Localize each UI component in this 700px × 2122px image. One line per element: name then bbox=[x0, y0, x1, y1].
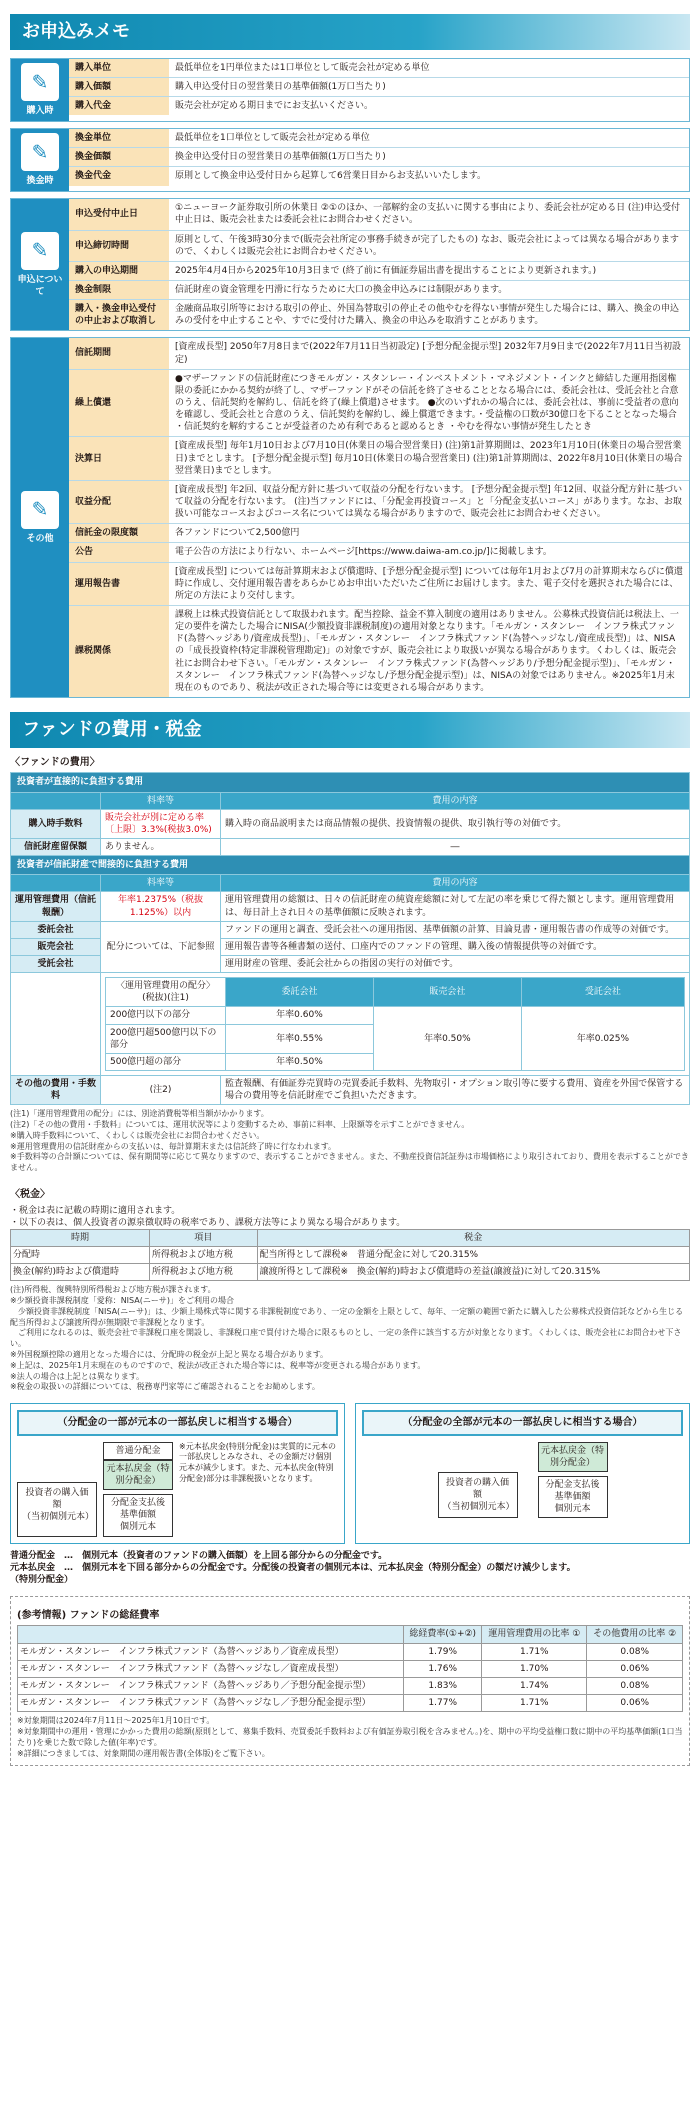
retain-label: 信託財産留保額 bbox=[11, 838, 101, 855]
memo-row bbox=[69, 148, 689, 167]
ref-cell: 0.08% bbox=[587, 1643, 683, 1660]
def-refund: 元本払戻金 … 個別元本を下回る部分からの分配金です。分配後の投資者の個別元本は、元本払戻金（特別分配金）の額だけ減少します。 bbox=[10, 1562, 576, 1573]
indirect-band: 投資者が信託財産で間接的に負担する費用 bbox=[11, 856, 690, 875]
memo-row-value: [資産成長型] については毎計算期末および償還時、[予想分配金提示型] については毎年1月および7月の計算期末ならびに償還時に作成し、交付運用報告書をあらかじめお申出いただいたご住所にお届けします。また、電子交付を選択された場合には、所定の方法により交付します。 bbox=[169, 563, 689, 605]
other-fee-rate: (注2) bbox=[101, 1075, 221, 1104]
alloc-row-label: 500億円超の部分 bbox=[106, 1053, 226, 1070]
tax-notes bbox=[10, 1285, 690, 1393]
col-content: 費用の内容 bbox=[221, 792, 690, 809]
alloc-trustee: 年率0.025% bbox=[521, 1007, 684, 1071]
memo-row bbox=[69, 199, 689, 230]
memo-rows bbox=[69, 129, 689, 191]
ref-title: (参考情報) ファンドの総経費率 bbox=[17, 1609, 160, 1621]
memo-icon-label: 購入時 bbox=[26, 106, 54, 116]
tax-subtitle: 〈税金〉 bbox=[10, 1189, 50, 1201]
note-line: ※詳細につきましては、対象期間の運用報告書(全体版)をご覧下さい。 bbox=[17, 1748, 270, 1758]
diagram-right bbox=[355, 1403, 690, 1543]
tax-cell: 換金(解約)時および償還時 bbox=[11, 1264, 150, 1281]
document-icon: ✎ bbox=[21, 491, 59, 529]
note-line: ※購入時手数料について、くわしくは販売会社にお問合わせください。 bbox=[10, 1130, 265, 1140]
ref-col: 運用管理費用の比率 ① bbox=[482, 1626, 587, 1643]
mgmt-label: 運用管理費用（信託報酬） bbox=[11, 892, 101, 921]
purchase-desc: 購入時の商品説明または商品情報の提供、投資情報の提供、取引執行等の対価です。 bbox=[221, 809, 690, 838]
indiv-label: 個別元本 bbox=[119, 1522, 156, 1533]
tax-cell: 所得税および地方税 bbox=[149, 1264, 257, 1281]
investor-sub: （当初個別元本） bbox=[22, 1511, 95, 1522]
base-label: 基準価額 bbox=[119, 1510, 156, 1521]
note-line: (注2)「その他の費用・手数料」については、運用状況等により変動するため、事前に料率、上限額等を示すことができません。 bbox=[10, 1120, 470, 1130]
purchase-rate: 販売会社が別に定める率〔上限〕3.3%(税抜3.0%) bbox=[101, 809, 221, 838]
col-content-2: 費用の内容 bbox=[221, 875, 690, 892]
diagram-right-title: （分配金の全部が元本の一部払戻しに相当する場合） bbox=[362, 1410, 683, 1436]
memo-row-label: 信託期間 bbox=[69, 338, 169, 368]
memo-block-apply bbox=[10, 198, 690, 331]
ref-header-row bbox=[18, 1626, 683, 1643]
memo-rows bbox=[69, 338, 689, 697]
investor-sub: （当初個別元本） bbox=[442, 1501, 515, 1512]
memo-row bbox=[69, 370, 689, 438]
memo-row-value: ●マザーファンドの信託財産につきモルガン・スタンレー・インベストメント・マネジメント・インクと締結した運用指図権限の委託にかかる契約が終了し、マザーファンドがその信託を終了させることとなる場合には、委託会社は、受託会社と合意のうえ、信託契約を解約し、信託を終了(繰上償還)させます。 ●次のいずれかの場合には、委託会社は、事前に受益者の意向を確認し、受託会社と合意のうえ、信託契約を解約し、繰上償還できます。・受益権の口数が30億口を下ることとなった場合 ・信託契約を解約することが受益者のため有利であると認めるとき ・やむを得ない事情が発生したとき bbox=[169, 370, 689, 437]
seller-label: 販売会社 bbox=[11, 938, 101, 955]
memo-row-value: 金融商品取引所等における取引の停止、外国為替取引の停止その他やむを得ない事情が発生した場合には、購入、換金の申込みの受付を中止することや、すでに受付けた購入、換金の申込みを取消すことがあります。 bbox=[169, 300, 689, 330]
memo-row-label: 購入・換金申込受付の中止および取消し bbox=[69, 300, 169, 330]
memo-row-value: [資産成長型] 2050年7月8日まで(2022年7月11日当初設定) [予想分配金提示型] 2032年7月9日まで(2022年7月11日当初設定) bbox=[169, 338, 689, 368]
distribution-diagram bbox=[10, 1403, 690, 1543]
memo-row bbox=[69, 97, 689, 115]
memo-rows bbox=[69, 59, 689, 121]
memo-row-value: [資産成長型] 毎年1月10日および7月10日(休業日の場合翌営業日) (注)第1計算期間は、2023年1月10日(休業日の場合翌営業日)までとします。 [予想分配金提示型] 毎月10日(休業日の場合翌営業日) (注)第1計算期間は、2022年8月10日(休業日の場合翌営業日)までとします。 bbox=[169, 437, 689, 479]
memo-row bbox=[69, 437, 689, 480]
direct-band: 投資者が直接的に負担する費用 bbox=[11, 773, 690, 792]
note-line: ※少額投資非課税制度「愛称：NISA(ニーサ)」をご利用の場合 bbox=[10, 1296, 234, 1306]
memo-row-value: 原則として、午後3時30分まで(販売会社所定の事務手続きが完了したもの) なお、販売会社によっては異なる場合がありますので、くわしくは販売会社にお問合わせください。 bbox=[169, 231, 689, 261]
other-fee-label: その他の費用・手数料 bbox=[11, 1075, 101, 1104]
memo-row-label: 購入代金 bbox=[69, 97, 169, 115]
mgmt-desc: 運用管理費用の総額は、日々の信託財産の純資産総額に対して左記の率を乗じて得た額とします。運用管理費用は、毎日計上され日々の基準価額に反映されます。 bbox=[221, 892, 690, 921]
memo-row-value: 2025年4月4日から2025年10月3日まで (終了前に有価証券届出書を提出することにより更新されます。) bbox=[169, 262, 689, 280]
after-column-2 bbox=[538, 1442, 608, 1519]
memo-row-label: 換金代金 bbox=[69, 167, 169, 185]
ref-col: 総経費率(①+②) bbox=[404, 1626, 482, 1643]
ref-cell: 0.06% bbox=[587, 1695, 683, 1712]
tax-col: 税金 bbox=[257, 1229, 689, 1246]
trustor-desc: ファンドの運用と調査、受託会社への運用指図、基準価額の計算、目論見書・運用報告書の作成等の対価です。 bbox=[221, 921, 690, 938]
alloc-row-label: 200億円超500億円以下の部分 bbox=[106, 1024, 226, 1053]
diagram-left bbox=[10, 1403, 345, 1543]
alloc-col-2: 受託会社 bbox=[521, 978, 684, 1007]
investor-box bbox=[17, 1482, 97, 1537]
memo-row-value: 各ファンドについて2,500億円 bbox=[169, 524, 689, 542]
after-label: 分配金支払後 bbox=[545, 1479, 600, 1490]
fees-subtitle: 〈ファンドの費用〉 bbox=[10, 756, 100, 768]
def-refund-sub: （特別分配金） bbox=[10, 1574, 74, 1585]
memo-row-label: 換金単位 bbox=[69, 129, 169, 147]
investor-label: 投資者の購入価額 bbox=[25, 1487, 89, 1510]
memo-icon-apply bbox=[11, 199, 69, 330]
note-line: ※法人の場合は上記とは異なります。 bbox=[10, 1371, 145, 1381]
memo-row-value: 信託財産の資金管理を円滑に行なうために大口の換金申込みには制限があります。 bbox=[169, 281, 689, 299]
memo-row-value: 電子公告の方法により行ない、ホームページ[https://www.daiwa-am.co.jp/]に掲載します。 bbox=[169, 543, 689, 561]
ref-cell: 1.76% bbox=[404, 1660, 482, 1677]
memo-row bbox=[69, 481, 689, 524]
note-line: (注1)「運用管理費用の配分」には、別途消費税等相当額がかかります。 bbox=[10, 1109, 269, 1119]
memo-row-label: 運用報告書 bbox=[69, 563, 169, 605]
alloc-table bbox=[105, 977, 685, 1071]
base-label: 基準価額 bbox=[554, 1492, 591, 1503]
alloc-seller: 年率0.50% bbox=[373, 1007, 521, 1071]
tax-bullet: ・税金は表に記載の時期に適用されます。 bbox=[10, 1205, 181, 1216]
memo-row bbox=[69, 300, 689, 330]
trustor-label: 委託会社 bbox=[11, 921, 101, 938]
note-line: (注)所得税、復興特別所得税および地方税が課されます。 bbox=[10, 1285, 216, 1295]
alloc-row-label: 200億円以下の部分 bbox=[106, 1007, 226, 1024]
note-line: ※運用管理費用の信託財産からの支払いは、毎計算期末または信託終了時に行なわれます。 bbox=[10, 1141, 337, 1151]
tax-bullet: ・以下の表は、個人投資者の源泉徴収時の税率であり、課税方法等により異なる場合があります。 bbox=[10, 1217, 406, 1228]
tax-col: 時期 bbox=[11, 1229, 150, 1246]
ref-cell: 1.77% bbox=[404, 1695, 482, 1712]
ref-cell: 0.08% bbox=[587, 1677, 683, 1694]
memo-row-value: 購入申込受付日の翌営業日の基準価額(1万口当たり) bbox=[169, 78, 689, 96]
memo-row-label: 繰上償還 bbox=[69, 370, 169, 437]
ref-cell: 1.74% bbox=[482, 1677, 587, 1694]
memo-row bbox=[69, 563, 689, 606]
definitions bbox=[10, 1550, 690, 1586]
ref-col: その他費用の比率 ② bbox=[587, 1626, 683, 1643]
ref-box bbox=[10, 1596, 690, 1766]
ref-row bbox=[18, 1660, 683, 1677]
def-normal: 普通分配金 … 個別元本（投資者のファンドの購入価額）を上回る部分からの分配金です。 bbox=[10, 1550, 388, 1561]
ref-table bbox=[17, 1625, 683, 1712]
indiv-label: 個別元本 bbox=[554, 1504, 591, 1515]
ref-col bbox=[18, 1626, 404, 1643]
memo-row-label: 購入単位 bbox=[69, 59, 169, 77]
memo-row-label: 購入価額 bbox=[69, 78, 169, 96]
alloc-head: 〈運用管理費用の配分〉(税抜)(注1) bbox=[106, 978, 226, 1007]
memo-row bbox=[69, 524, 689, 543]
memo-row-label: 収益分配 bbox=[69, 481, 169, 523]
ref-row bbox=[18, 1643, 683, 1660]
alloc-row-value: 年率0.60% bbox=[226, 1007, 374, 1024]
memo-icon-purchase bbox=[11, 59, 69, 121]
memo-banner: お申込みメモ bbox=[10, 14, 690, 50]
ref-cell: 1.70% bbox=[482, 1660, 587, 1677]
fees-banner: ファンドの費用・税金 bbox=[10, 712, 690, 748]
ref-cell: モルガン・スタンレー インフラ株式ファンド（為替ヘッジなし／予想分配金提示型） bbox=[18, 1695, 404, 1712]
document-icon: ✎ bbox=[21, 63, 59, 101]
ref-cell: 1.79% bbox=[404, 1643, 482, 1660]
trustee-label: 受託会社 bbox=[11, 955, 101, 972]
memo-rows bbox=[69, 199, 689, 330]
note-line: ※手数料等の合計額については、保有期間等に応じて異なりますので、表示することができません。また、不動産投資信託証券は市場価格により取引されており、費用を表示することができません。 bbox=[10, 1152, 689, 1173]
refund-dist: 元本払戻金（特別分配金） bbox=[103, 1460, 173, 1490]
memo-row-label: 換金価額 bbox=[69, 148, 169, 166]
cost-table bbox=[10, 772, 690, 1105]
memo-icon-label: 申込について bbox=[17, 274, 63, 297]
side-note: ※元本払戻金(特別分配金)は実質的に元本の一部払戻しとみなされ、その金額だけ個別元本が減少します。また、元本払戻金(特別分配金)部分は非課税扱いとなります。 bbox=[179, 1441, 336, 1484]
ref-cell: 1.71% bbox=[482, 1695, 587, 1712]
col-fee-2: 料率等 bbox=[101, 875, 221, 892]
memo-row bbox=[69, 129, 689, 148]
ref-cell: モルガン・スタンレー インフラ株式ファンド（為替ヘッジあり／資産成長型） bbox=[18, 1643, 404, 1660]
normal-dist: 普通分配金 bbox=[103, 1442, 173, 1460]
after-label: 分配金支払後 bbox=[110, 1498, 165, 1509]
retain-desc: ― bbox=[221, 838, 690, 855]
memo-row bbox=[69, 543, 689, 562]
seller-desc: 運用報告書等各種書類の送付、口座内でのファンドの管理、購入後の情報提供等の対価です。 bbox=[221, 938, 690, 955]
investor-box-2 bbox=[438, 1472, 518, 1519]
alloc-col-0: 委託会社 bbox=[226, 978, 374, 1007]
memo-row-label: 申込受付中止日 bbox=[69, 199, 169, 229]
tax-cell: 譲渡所得として課税※ 換金(解約)時および償還時の差益(譲渡益)に対して20.315% bbox=[257, 1264, 689, 1281]
note-line: ※外国税額控除の適用となった場合には、分配時の税金が上記と異なる場合があります。 bbox=[10, 1350, 329, 1359]
trustee-desc: 運用財産の管理、委託会社からの指図の実行の対価です。 bbox=[221, 955, 690, 972]
ref-cell: 1.83% bbox=[404, 1677, 482, 1694]
memo-row bbox=[69, 338, 689, 369]
fee-notes bbox=[10, 1109, 690, 1174]
memo-row bbox=[69, 167, 689, 185]
col-fee: 料率等 bbox=[101, 792, 221, 809]
note-line: ※上記は、2025年1月末現在のものですので、税法が改正された場合等には、税率等が変更される場合があります。 bbox=[10, 1360, 426, 1370]
memo-row bbox=[69, 78, 689, 97]
other-fee-desc: 監査報酬、有価証券売買時の売買委託手数料、先物取引・オプション取引等に要する費用、資産を外国で保管する場合の費用等を信託財産でご負担いただきます。 bbox=[221, 1075, 690, 1104]
memo-row-label: 信託金の限度額 bbox=[69, 524, 169, 542]
note-line: ※税金の取扱いの詳細については、税務専門家等にご確認されることをお勧めします。 bbox=[10, 1382, 320, 1392]
note-line: ※対象期間は2024年7月11日～2025年1月10日です。 bbox=[17, 1716, 215, 1726]
tax-cell: 分配時 bbox=[11, 1246, 150, 1263]
document-icon: ✎ bbox=[21, 133, 59, 171]
memo-block-exchange bbox=[10, 128, 690, 192]
memo-row-value: 原則として換金申込受付日から起算して6営業日目からお支払いいたします。 bbox=[169, 167, 689, 185]
memo-row-value: 課税上は株式投資信託として取扱われます。配当控除、益金不算入制度の適用はありません。公募株式投資信託は税法上、一定の要件を満たした場合にNISA(少額投資非課税制度)の適用対象となります。「モルガン・スタンレー インフラ株式ファンド(為替ヘッジあり/資産成長型)」、「モルガン・スタンレー インフラ株式ファンド(為替ヘッジなし/資産成長型)」は、NISAの「成長投資枠(特定非課税管理勘定)」の対象ですが、販売会社により取扱いが異なる場合があります。くわしくは、販売会社にお問合わせ下さい。「モルガン・スタンレー インフラ株式ファンド(為替ヘッジあり/予想分配金提示型)」、「モルガン・スタンレー インフラ株式ファンド(為替ヘッジなし/予想分配金提示型)」は、NISAの対象ではありません。※2025年1月末現在のものであり、税法が改正された場合等には変更される場合があります。 bbox=[169, 606, 689, 697]
memo-row-value: [資産成長型] 年2回、収益分配方針に基づいて収益の分配を行ないます。 [予想分配金提示型] 年12回、収益分配方針に基づいて収益の分配を行ないます。 (注)当ファンドには、「分配金再投資コース」と「分配金支払いコース」があります。なお、お取扱い可能なコースおよびコース名については異なる場合がありますので、販売会社にお問合わせください。 bbox=[169, 481, 689, 523]
memo-block-other bbox=[10, 337, 690, 698]
split-note: 配分については、下記参照 bbox=[101, 921, 221, 972]
ref-row bbox=[18, 1695, 683, 1712]
memo-row-label: 申込締切時間 bbox=[69, 231, 169, 261]
investor-label: 投資者の購入価額 bbox=[445, 1477, 509, 1500]
tax-cell: 配当所得として課税※ 普通分配金に対して20.315% bbox=[257, 1246, 689, 1263]
memo-icon-other bbox=[11, 338, 69, 697]
tax-table bbox=[10, 1229, 690, 1281]
memo-row-value: 販売会社が定める期日までにお支払いください。 bbox=[169, 97, 689, 115]
mgmt-rate: 年率1.2375%（税抜1.125%）以内 bbox=[101, 892, 221, 921]
retain-rate: ありません。 bbox=[101, 838, 221, 855]
refund-dist: 元本払戻金（特別分配金） bbox=[538, 1442, 608, 1472]
alloc-row-value: 年率0.50% bbox=[226, 1053, 374, 1070]
ref-row bbox=[18, 1677, 683, 1694]
memo-row-value: 換金申込受付日の翌営業日の基準価額(1万口当たり) bbox=[169, 148, 689, 166]
memo-row-value: ①ニューヨーク証券取引所の休業日 ②①のほか、一部解約金の支払いに関する事由により、委託会社が定める日 (注)申込受付中止日は、販売会社または委託会社にお問合わせください。 bbox=[169, 199, 689, 229]
memo-icon-exchange bbox=[11, 129, 69, 191]
memo-row-label: 課税関係 bbox=[69, 606, 169, 697]
memo-row bbox=[69, 281, 689, 300]
memo-row-value: 最低単位を1円単位または1口単位として販売会社が定める単位 bbox=[169, 59, 689, 77]
after-column bbox=[103, 1442, 173, 1537]
ref-cell: 0.06% bbox=[587, 1660, 683, 1677]
memo-block-purchase bbox=[10, 58, 690, 122]
memo-row bbox=[69, 262, 689, 281]
ref-notes bbox=[17, 1716, 683, 1759]
note-line: 少額投資非課税制度「NISA(ニーサ)」は、少額上場株式等に関する非課税制度であり、一定の金額を上限として、毎年、一定額の範囲で新たに購入した公募株式投資信託などから生じる配当所得および譲渡所得が無期限で非課税となります。 bbox=[10, 1306, 684, 1327]
diagram-left-title: （分配金の一部が元本の一部払戻しに相当する場合） bbox=[17, 1410, 338, 1436]
note-line: ※対象期間中の運用・管理にかかった費用の総額(原則として、募集手数料、売買委託手数料および有価証券取引税を含みません。)を、期中の平均受益権口数に期中の平均基準価額(1口当たり)を乗じた数で除した値(年率)です。 bbox=[17, 1726, 683, 1747]
note-line: ご利用になれるのは、販売会社で非課税口座を開設し、非課税口座で買付けた場合に限るものとし、一定の条件に該当する方が対象となります。くわしくは、販売会社にお問合わせ下さい。 bbox=[10, 1328, 682, 1349]
memo-row bbox=[69, 59, 689, 78]
memo-row bbox=[69, 606, 689, 697]
ref-cell: 1.71% bbox=[482, 1643, 587, 1660]
alloc-row-value: 年率0.55% bbox=[226, 1024, 374, 1053]
alloc-col-1: 販売会社 bbox=[373, 978, 521, 1007]
ref-cell: モルガン・スタンレー インフラ株式ファンド（為替ヘッジあり／予想分配金提示型） bbox=[18, 1677, 404, 1694]
memo-area bbox=[10, 58, 690, 698]
document-icon: ✎ bbox=[21, 232, 59, 270]
tax-col: 項目 bbox=[149, 1229, 257, 1246]
memo-row-label: 購入の申込期間 bbox=[69, 262, 169, 280]
ref-cell: モルガン・スタンレー インフラ株式ファンド（為替ヘッジなし／資産成長型） bbox=[18, 1660, 404, 1677]
memo-row-value: 最低単位を1口単位として販売会社が定める単位 bbox=[169, 129, 689, 147]
memo-row-label: 公告 bbox=[69, 543, 169, 561]
memo-row-label: 換金制限 bbox=[69, 281, 169, 299]
purchase-label: 購入時手数料 bbox=[11, 809, 101, 838]
tax-cell: 所得税および地方税 bbox=[149, 1246, 257, 1263]
memo-icon-label: その他 bbox=[26, 533, 54, 544]
memo-row-label: 決算日 bbox=[69, 437, 169, 479]
memo-row bbox=[69, 231, 689, 262]
memo-icon-label: 換金時 bbox=[26, 176, 54, 187]
